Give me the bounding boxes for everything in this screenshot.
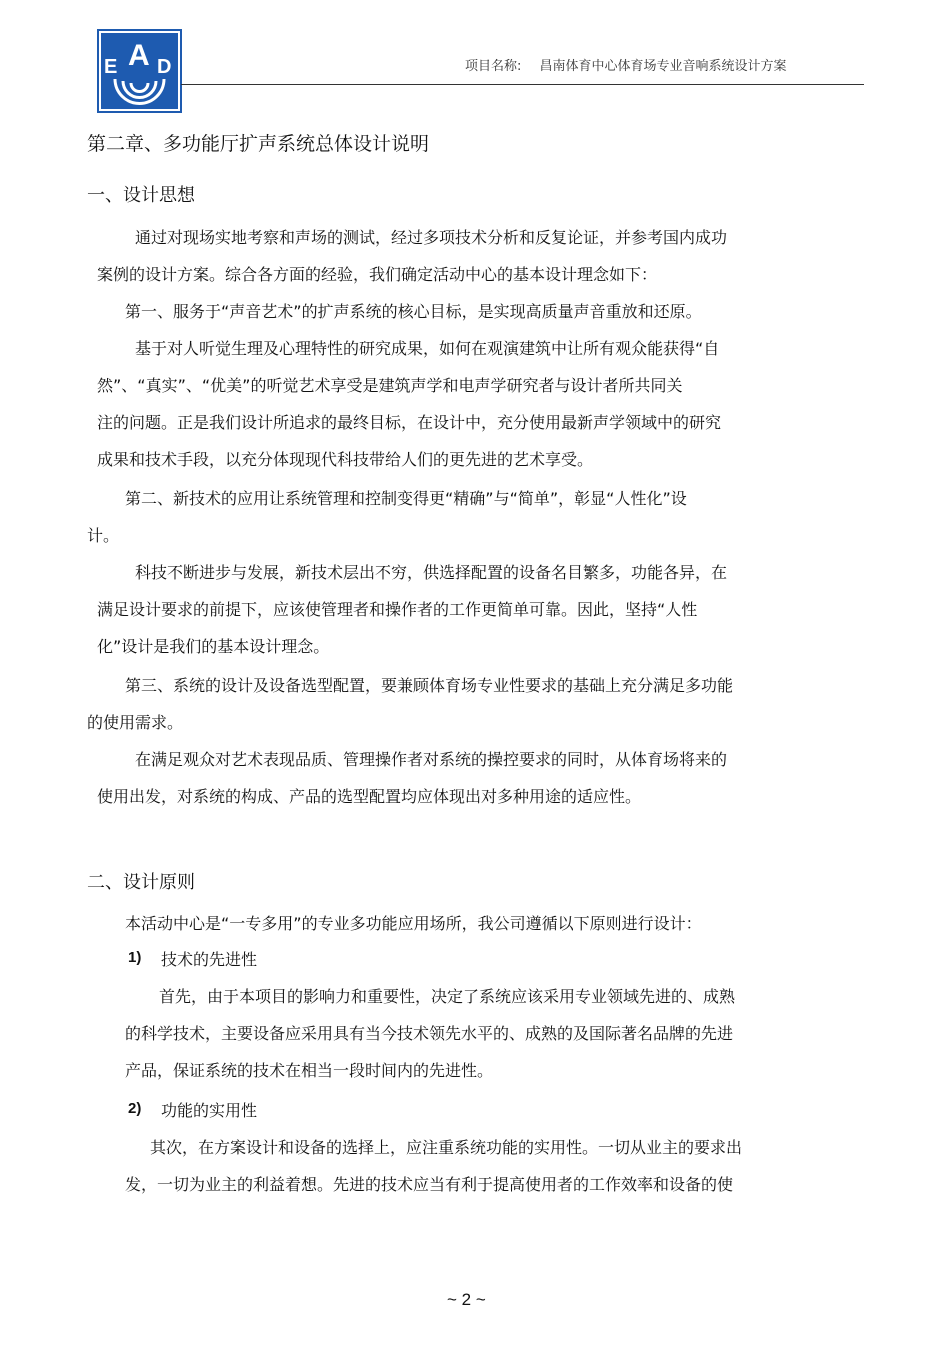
section1-line-13: 第三、系统的设计及设备选型配置，要兼顾体育场专业性要求的基础上充分满足多功能 (125, 676, 734, 695)
header-project (465, 55, 787, 74)
item2-line-2: 发，一切为业主的利益着想。先进的技术应当有利于提高使用者的工作效率和设备的使 (125, 1175, 734, 1194)
item2-line-1: 其次，在方案设计和设备的选择上，应注重系统功能的实用性。一切从业主的要求出 (150, 1138, 743, 1157)
chapter-title: 第二章、多功能厅扩声系统总体设计说明 (87, 133, 430, 155)
section1-line-2: 案例的设计方案。综合各方面的经验，我们确定活动中心的基本设计理念如下： (97, 265, 658, 284)
item1-number: 1) (128, 949, 142, 966)
company-logo (97, 29, 182, 113)
section1-line-8: 第二、新技术的应用让系统管理和控制变得更“精确”与“简单”，彰显“人性化”设 (125, 489, 687, 508)
item2-number: 2) (128, 1100, 142, 1117)
section1-line-6: 注的问题。正是我们设计所追求的最终目标，在设计中，充分使用最新声学领域中的研究 (97, 413, 722, 432)
item1-line-3: 产品，保证系统的技术在相当一段时间内的先进性。 (125, 1061, 494, 1080)
project-name: 昌南体育中心体育场专业音响系统设计方案 (539, 59, 787, 74)
item1-title: 技术的先进性 (161, 950, 258, 969)
ead-logo-icon (97, 29, 182, 113)
section1-title: 一、设计思想 (87, 185, 195, 206)
project-label: 项目名称: (465, 59, 522, 74)
section1-line-4: 基于对人听觉生理及心理特性的研究成果，如何在观演建筑中让所有观众能获得“自 (135, 339, 720, 358)
section1-line-14: 的使用需求。 (87, 713, 184, 732)
section1-line-1: 通过对现场实地考察和声场的测试，经过多项技术分析和反复论证，并参考国内成功 (135, 228, 728, 247)
section1-line-5: 然”、“真实”、“优美”的听觉艺术享受是建筑声学和电声学研究者与设计者所共同关 (97, 376, 683, 395)
section2-intro: 本活动中心是“一专多用”的专业多功能应用场所，我公司遵循以下原则进行设计： (125, 914, 702, 933)
section2-title: 二、设计原则 (87, 872, 195, 893)
page-number: ~ 2 ~ (447, 1290, 486, 1309)
section1-line-7: 成果和技术手段，以充分体现现代科技带给人们的更先进的艺术享受。 (97, 450, 594, 469)
svg-text:A: A (128, 39, 150, 72)
section1-line-10: 科技不断进步与发展，新技术层出不穷，供选择配置的设备名目繁多，功能各异，在 (135, 563, 728, 582)
item2-title: 功能的实用性 (161, 1101, 258, 1120)
section1-line-15: 在满足观众对艺术表现品质、管理操作者对系统的操控要求的同时，从体育场将来的 (135, 750, 728, 769)
item1-line-1: 首先，由于本项目的影响力和重要性，决定了系统应该采用专业领域先进的、成熟 (159, 987, 736, 1006)
section1-line-16: 使用出发，对系统的构成、产品的选型配置均应体现出对多种用途的适应性。 (97, 787, 642, 806)
section1-line-3: 第一、服务于“声音艺术”的扩声系统的核心目标，是实现高质量声音重放和还原。 (125, 302, 702, 321)
section1-line-9: 计。 (87, 526, 120, 545)
section1-line-12: 化”设计是我们的基本设计理念。 (97, 637, 330, 656)
header-divider (181, 84, 864, 85)
svg-text:D: D (157, 56, 172, 78)
section1-line-11: 满足设计要求的前提下，应该使管理者和操作者的工作更简单可靠。因此，坚持“人性 (97, 600, 698, 619)
svg-text:E: E (104, 56, 118, 78)
item1-line-2: 的科学技术，主要设备应采用具有当今技术领先水平的、成熟的及国际著名品牌的先进 (125, 1024, 734, 1043)
